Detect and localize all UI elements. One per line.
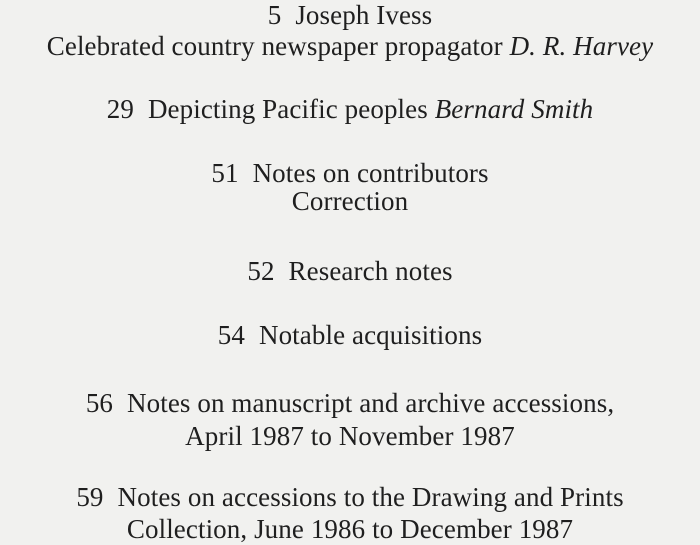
page-number: 59 (76, 482, 104, 512)
entry-title: Notable acquisitions (258, 320, 483, 350)
toc-entry-drawing-prints-date-line (0, 514, 700, 544)
toc-entry-drawing-prints-accessions (0, 482, 700, 512)
toc-entry-depicting-pacific-peoples (0, 94, 700, 124)
toc-entry-subtitle-line (0, 31, 700, 61)
toc-entry-joseph-ivess (0, 0, 700, 30)
entry-secondary: Correction (291, 186, 409, 216)
entry-author: Bernard Smith (434, 94, 594, 124)
toc-entry-correction-line (0, 186, 700, 216)
toc-entry-research-notes (0, 256, 700, 286)
entry-title: Notes on contributors (252, 158, 489, 188)
entry-title: Depicting Pacific peoples (147, 94, 428, 124)
page-number: 52 (247, 256, 275, 286)
entry-secondary: Collection, June 1986 to December 1987 (126, 514, 574, 544)
page-number: 29 (106, 94, 134, 124)
page-number: 54 (217, 320, 245, 350)
entry-title: Research notes (288, 256, 453, 286)
toc-entry-manuscript-accessions (0, 388, 700, 418)
page-number: 51 (211, 158, 239, 188)
entry-title: Notes on accessions to the Drawing and Prints (117, 482, 624, 512)
toc-entry-manuscript-date-line (0, 421, 700, 451)
toc-entry-notable-acquisitions (0, 320, 700, 350)
entry-title: Notes on manuscript and archive accessions, (127, 388, 615, 418)
entry-subtitle: Celebrated country newspaper propagator (46, 31, 503, 61)
entry-author: D. R. Harvey (509, 31, 654, 61)
entry-title: Joseph Ivess (295, 0, 433, 30)
entry-secondary: April 1987 to November 1987 (185, 421, 515, 451)
page-number: 5 (267, 0, 282, 30)
page-number: 56 (85, 388, 114, 418)
toc-entry-notes-on-contributors (0, 158, 700, 188)
